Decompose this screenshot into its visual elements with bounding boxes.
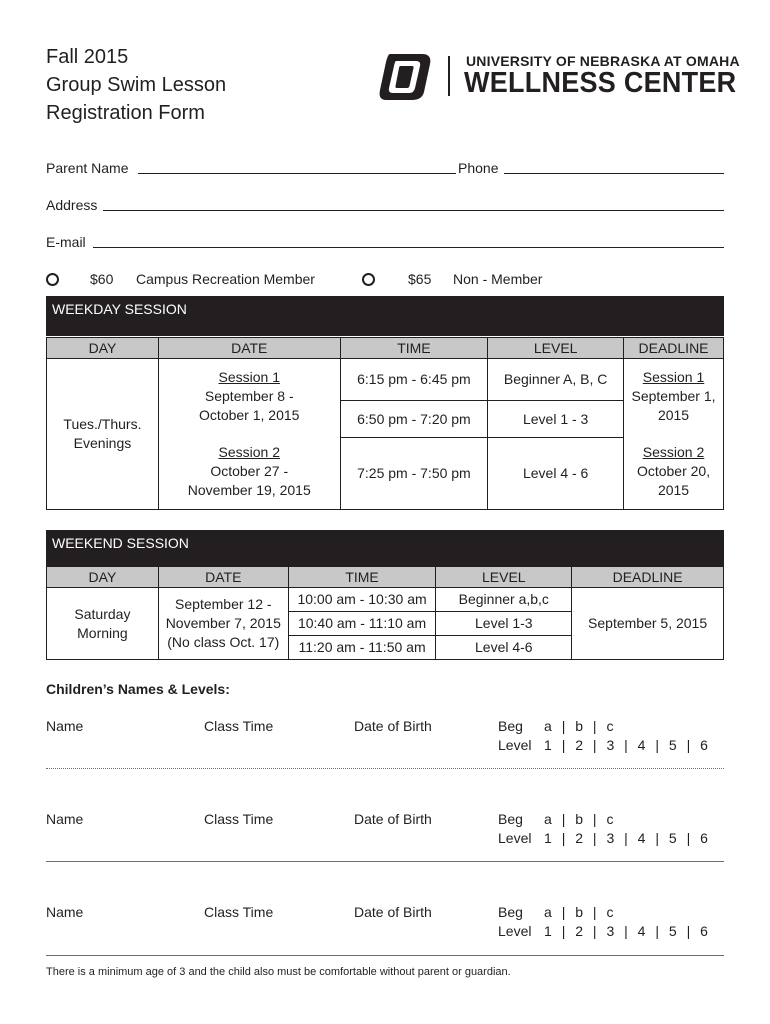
level-options[interactable]: 1 | 2 | 3 | 4 | 5 | 6 (544, 923, 708, 939)
col-level: LEVEL (488, 338, 624, 359)
level-cell: Level 4-6 (436, 636, 572, 660)
non-member-label: Non - Member (453, 271, 543, 287)
time-slot: 7:25 pm - 7:50 pm (340, 438, 488, 510)
beg-options[interactable]: a | b | c (544, 718, 614, 734)
level-label: Level (498, 737, 532, 753)
weekday-date-cell: Session 1 September 8 - October 1, 2015 Session 2 October 27 - November 19, 2015 (158, 359, 340, 510)
weekend-session-header (46, 530, 724, 566)
time-slot: 6:15 pm - 6:45 pm (340, 359, 488, 401)
class-time-label: Class Time (204, 811, 274, 827)
level-options[interactable]: 1 | 2 | 3 | 4 | 5 | 6 (544, 737, 708, 753)
time-slot: 10:00 am - 10:30 am (288, 588, 436, 612)
uno-o-logo-icon (376, 50, 436, 104)
dob-label: Date of Birth (354, 718, 432, 734)
beg-options[interactable]: a | b | c (544, 904, 614, 920)
parent-name-field[interactable] (138, 173, 456, 174)
weekday-schedule-table (46, 337, 724, 510)
weekend-header-row (47, 567, 724, 588)
weekday-row-1 (47, 359, 724, 401)
weekday-deadline-cell: Session 1 September 1, 2015 Session 2 October 20, 2015 (624, 359, 724, 510)
level-options[interactable]: 1 | 2 | 3 | 4 | 5 | 6 (544, 830, 708, 846)
class-time-label: Class Time (204, 904, 274, 920)
address-field[interactable] (103, 210, 724, 211)
class-time-label: Class Time (204, 718, 274, 734)
child-name-label: Name (46, 904, 84, 920)
weekday-session-header (46, 296, 724, 336)
level-cell: Beginner A, B, C (488, 359, 624, 401)
beg-options[interactable]: a | b | c (544, 811, 614, 827)
phone-label: Phone (458, 160, 499, 176)
weekday-day-cell: Tues./Thurs. Evenings (47, 359, 159, 510)
level-label: Level (498, 923, 532, 939)
form-title-line-2: Group Swim Lesson (46, 74, 227, 96)
level-cell: Level 1 - 3 (488, 401, 624, 438)
child-separator (46, 768, 724, 769)
weekend-session-title: WEEKEND SESSION (52, 535, 189, 551)
session-2-label: Session 2 (218, 444, 280, 460)
university-name: UNIVERSITY OF NEBRASKA AT OMAHA (466, 53, 740, 69)
col-deadline: DEADLINE (624, 338, 724, 359)
time-slot: 6:50 pm - 7:20 pm (340, 401, 488, 438)
email-label: E-mail (46, 234, 86, 250)
time-slot: 11:20 am - 11:50 am (288, 636, 436, 660)
col-deadline: DEADLINE (572, 567, 724, 588)
weekend-schedule-table (46, 566, 724, 660)
child-separator (46, 955, 724, 956)
form-title-line-3: Registration Form (46, 102, 205, 124)
col-day: DAY (47, 338, 159, 359)
session-1-label: Session 1 (218, 369, 280, 385)
level-cell: Beginner a,b,c (436, 588, 572, 612)
dob-label: Date of Birth (354, 811, 432, 827)
non-member-price: $65 (408, 271, 432, 287)
child-name-label: Name (46, 718, 84, 734)
beg-label: Beg (498, 904, 523, 920)
col-day: DAY (47, 567, 159, 588)
weekend-date-cell: September 12 - November 7, 2015 (No class Oct. 17) (158, 588, 288, 660)
email-field[interactable] (93, 247, 724, 248)
col-level: LEVEL (436, 567, 572, 588)
time-slot: 10:40 am - 11:10 am (288, 612, 436, 636)
col-time: TIME (288, 567, 436, 588)
dob-label: Date of Birth (354, 904, 432, 920)
non-member-radio[interactable] (362, 273, 375, 286)
address-label: Address (46, 197, 98, 213)
member-radio[interactable] (46, 273, 59, 286)
col-date: DATE (158, 567, 288, 588)
children-section-title: Children’s Names & Levels: (46, 681, 230, 697)
child-name-label: Name (46, 811, 84, 827)
weekday-session-title: WEEKDAY SESSION (52, 301, 187, 317)
form-title-line-1: Fall 2015 (46, 46, 129, 68)
weekend-deadline-cell: September 5, 2015 (572, 588, 724, 660)
member-price: $60 (90, 271, 114, 287)
level-cell: Level 4 - 6 (488, 438, 624, 510)
member-label: Campus Recreation Member (136, 271, 315, 287)
beg-label: Beg (498, 718, 523, 734)
phone-field[interactable] (504, 173, 724, 174)
parent-name-label: Parent Name (46, 160, 129, 176)
footer-note: There is a minimum age of 3 and the child also must be comfortable without parent or guardian. (46, 966, 511, 978)
logo-divider (448, 56, 450, 96)
level-cell: Level 1-3 (436, 612, 572, 636)
wellness-center-name: WELLNESS CENTER (464, 67, 737, 99)
weekday-header-row (47, 338, 724, 359)
weekend-row-1 (47, 588, 724, 612)
weekend-day-cell: Saturday Morning (47, 588, 159, 660)
child-separator (46, 861, 724, 862)
level-label: Level (498, 830, 532, 846)
beg-label: Beg (498, 811, 523, 827)
col-date: DATE (158, 338, 340, 359)
col-time: TIME (340, 338, 488, 359)
